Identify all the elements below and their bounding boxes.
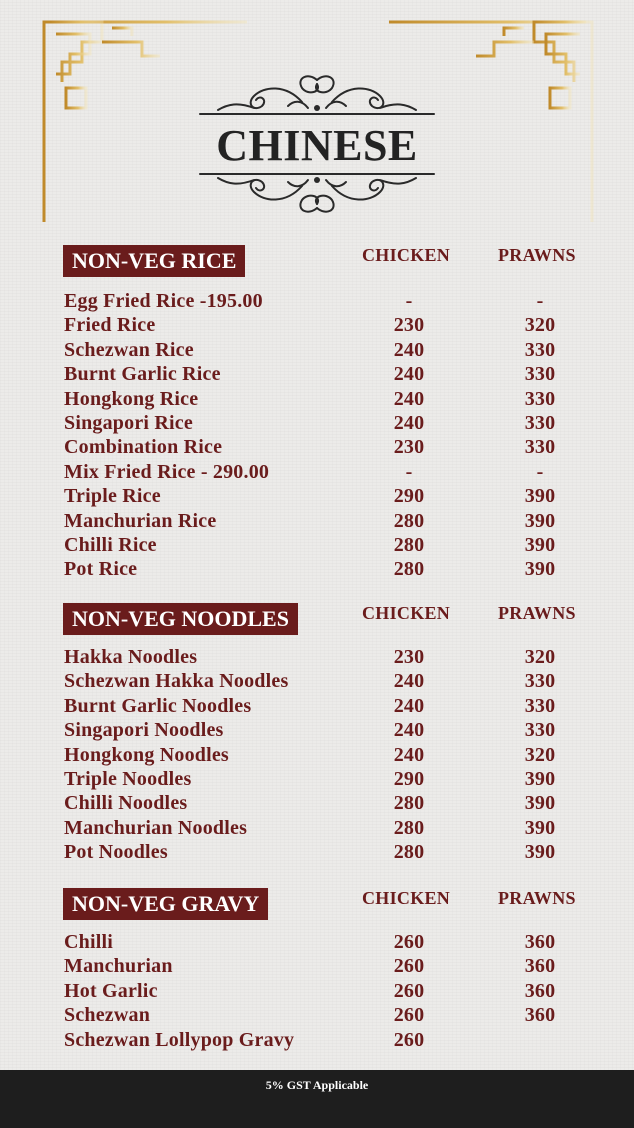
prawns-price: 390 [524, 841, 556, 864]
chicken-price: 240 [393, 694, 425, 717]
chicken-price: 240 [393, 670, 425, 693]
prawns-price: 390 [524, 533, 556, 556]
menu-item-name: Schezwan Hakka Noodles [64, 670, 289, 693]
section-non-veg-rice [0, 245, 634, 582]
page-title: CHINESE [216, 121, 418, 170]
menu-item-row [0, 1003, 634, 1027]
menu-item-name: Manchurian [64, 955, 173, 978]
prawns-price: - [536, 290, 544, 312]
chicken-price: 260 [393, 979, 425, 1002]
section-header [0, 603, 634, 645]
prawns-price: 330 [524, 387, 556, 410]
menu-item-row [0, 289, 634, 313]
prawns-price: 360 [524, 931, 556, 953]
menu-item-row [0, 718, 634, 742]
chicken-price: 260 [393, 1028, 425, 1051]
title-flourish-top [198, 72, 436, 120]
prawns-price: 330 [524, 436, 556, 459]
menu-item-name: Triple Rice [64, 485, 161, 508]
prawns-price: 330 [524, 719, 556, 742]
chicken-price: 240 [393, 743, 425, 766]
chicken-price: - [405, 290, 413, 312]
chicken-price: 280 [393, 509, 425, 532]
prawns-price: 390 [524, 485, 556, 508]
title-flourish-bottom [198, 168, 436, 220]
chicken-price: 260 [393, 955, 425, 978]
prawns-price: - [536, 460, 544, 483]
chicken-price: 240 [393, 719, 425, 742]
menu-item-row [0, 979, 634, 1003]
menu-item-row [0, 840, 634, 864]
menu-item-name: Chilli Rice [64, 533, 157, 556]
menu-item-row [0, 645, 634, 669]
section-header [0, 888, 634, 930]
menu-item-name: Combination Rice [64, 436, 223, 459]
menu-item-row [0, 411, 634, 435]
menu-item-name: Schezwan [64, 1004, 151, 1027]
menu-item-row [0, 533, 634, 557]
prawns-price: 320 [524, 743, 556, 766]
menu-item-row [0, 930, 634, 954]
chicken-price: 240 [393, 363, 425, 386]
menu-item-row [0, 694, 634, 718]
prawns-price: 390 [524, 816, 556, 839]
menu-item-row [0, 387, 634, 411]
gst-note: 5% GST Applicable [265, 1078, 369, 1092]
menu-item-row [0, 816, 634, 840]
menu-item-name: Singapori Rice [64, 411, 193, 434]
chicken-price: 240 [393, 411, 425, 434]
prawns-price: 330 [524, 363, 556, 386]
menu-item-name: Chilli [64, 931, 113, 953]
footer-bar [0, 1070, 634, 1128]
menu-item-name: Chilli Noodles [64, 792, 188, 815]
menu-item-row [0, 791, 634, 815]
prawns-price: 360 [524, 979, 556, 1002]
menu-item-row [0, 669, 634, 693]
menu-item-name: Pot Noodles [64, 841, 168, 864]
chicken-price: 290 [393, 485, 425, 508]
section-heading: NON-VEG GRAVY [63, 888, 268, 920]
column-header-chicken: CHICKEN [362, 603, 451, 623]
menu-item-row [0, 435, 634, 459]
prawns-price: 390 [524, 792, 556, 815]
menu-item-row [0, 313, 634, 337]
chicken-price: 280 [393, 558, 425, 581]
menu-item-name: Hongkong Noodles [64, 743, 229, 766]
prawns-price: 320 [524, 646, 556, 668]
chicken-price: 280 [393, 533, 425, 556]
menu-item-row [0, 557, 634, 581]
section-non-veg-gravy [0, 888, 634, 1052]
column-header-chicken: CHICKEN [362, 888, 451, 908]
menu-item-name: Egg Fried Rice -195.00 [64, 290, 263, 312]
menu-item-name: Hot Garlic [64, 979, 158, 1002]
menu-item-name: Schezwan Rice [64, 338, 194, 361]
menu-item-row [0, 509, 634, 533]
menu-item-name: Manchurian Noodles [64, 816, 248, 839]
chicken-price: 230 [393, 314, 425, 337]
menu-item-row [0, 767, 634, 791]
chicken-price: 240 [393, 338, 425, 361]
menu-item-row [0, 460, 634, 484]
menu-item-name: Triple Noodles [64, 767, 192, 790]
menu-item-name: Hongkong Rice [64, 387, 199, 410]
section-header [0, 245, 634, 289]
menu-item-name: Manchurian Rice [64, 509, 217, 532]
prawns-price: 390 [524, 509, 556, 532]
prawns-price: 330 [524, 694, 556, 717]
menu-item-name: Pot Rice [64, 558, 138, 581]
prawns-price: 360 [524, 1004, 556, 1027]
chicken-price: 260 [393, 931, 425, 953]
chicken-price: 280 [393, 841, 425, 864]
column-header-prawns: PRAWNS [498, 245, 576, 265]
menu-item-name: Singapori Noodles [64, 719, 224, 742]
prawns-price: 360 [524, 955, 556, 978]
chicken-price: 230 [393, 436, 425, 459]
column-header-prawns: PRAWNS [498, 888, 576, 908]
column-header-chicken: CHICKEN [362, 245, 451, 265]
menu-item-row [0, 362, 634, 386]
chicken-price: - [405, 460, 413, 483]
prawns-price: 390 [524, 767, 556, 790]
menu-item-row [0, 954, 634, 978]
chicken-price: 280 [393, 792, 425, 815]
menu-item-row [0, 1028, 634, 1052]
menu-item-row [0, 743, 634, 767]
chicken-price: 230 [393, 646, 425, 668]
prawns-price: 330 [524, 338, 556, 361]
chicken-price: 280 [393, 816, 425, 839]
menu-item-name: Schezwan Lollypop Gravy [64, 1028, 295, 1051]
prawns-price: 390 [524, 558, 556, 581]
prawns-price: 320 [524, 314, 556, 337]
menu-item-name: Burnt Garlic Rice [64, 363, 221, 386]
menu-item-row [0, 484, 634, 508]
chicken-price: 260 [393, 1004, 425, 1027]
menu-item-name: Hakka Noodles [64, 646, 198, 668]
chicken-price: 290 [393, 767, 425, 790]
menu-item-name: Mix Fried Rice - 290.00 [64, 460, 270, 483]
menu-item-name: Fried Rice [64, 314, 156, 337]
section-non-veg-noodles [0, 603, 634, 865]
prawns-price: 330 [524, 411, 556, 434]
menu-item-row [0, 338, 634, 362]
chicken-price: 240 [393, 387, 425, 410]
section-heading: NON-VEG NOODLES [63, 603, 298, 635]
section-heading: NON-VEG RICE [63, 245, 245, 277]
column-header-prawns: PRAWNS [498, 603, 576, 623]
prawns-price: 330 [524, 670, 556, 693]
menu-item-name: Burnt Garlic Noodles [64, 694, 252, 717]
